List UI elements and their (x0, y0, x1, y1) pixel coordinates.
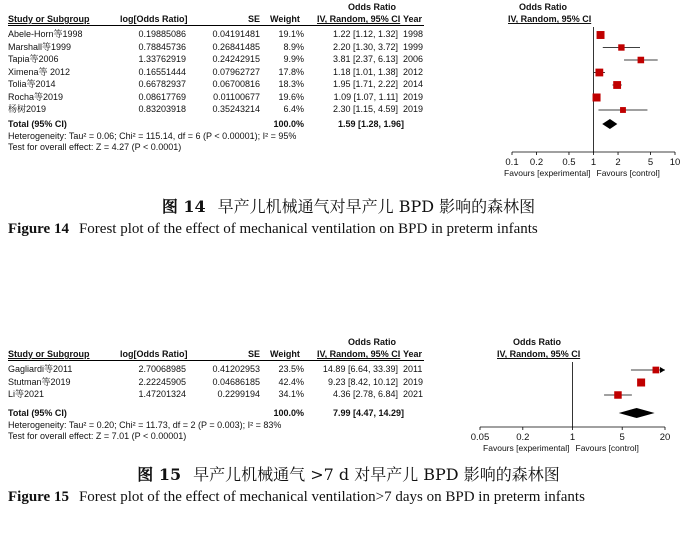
study-year: 2006 (403, 54, 424, 64)
study-square (620, 107, 626, 113)
study-se: 0.04686185 (212, 376, 260, 387)
study-weight: 17.8% (278, 66, 304, 77)
study-year: 2011 (403, 364, 423, 374)
study-weight: 19.6% (278, 91, 304, 102)
study-square (638, 57, 645, 64)
x-tick-label: 2 (615, 157, 621, 168)
study-ci: 14.89 [6.64, 33.39] (322, 364, 398, 374)
pooled-diamond (602, 119, 617, 129)
x-tick-label: 0.05 (470, 432, 490, 443)
study-se: 0.01100677 (213, 91, 260, 102)
col-weight: Weight (270, 14, 300, 24)
favours-control: Favours [control] (596, 168, 660, 178)
col-se: SE (247, 349, 260, 359)
plot-header-top: Odds Ratio (513, 337, 562, 347)
study-weight: 18.3% (278, 79, 304, 89)
caption-en-14: Figure 14 Forest plot of the effect of mechanical ventilation on BPD in preterm infants (8, 221, 538, 237)
study-se: 0.41202953 (212, 364, 260, 374)
plot-header-sub: IV, Random, 95% CI (497, 349, 581, 359)
caption-en-15: Figure 15 Forest plot of the effect of mechanical ventilation>7 days on BPD in preterm infants (8, 489, 585, 505)
study-square (614, 391, 621, 398)
x-tick-label: 10 (669, 157, 681, 168)
study-ci: 9.23 [8.42, 10.12] (327, 376, 398, 387)
col-or-ci: IV, Random, 95% CI (317, 14, 401, 24)
study-name: Tapia等2006 (8, 54, 59, 64)
study-ci: 1.95 [1.71, 2.22] (332, 79, 398, 89)
study-logor: 1.33762919 (138, 54, 186, 64)
study-logor: 0.16551444 (138, 66, 186, 77)
overall-effect-text: Test for overall effect: Z = 7.01 (P < 0.00001) (8, 431, 187, 441)
study-square (595, 69, 603, 77)
overall-effect-text: Test for overall effect: Z = 4.27 (P < 0.0001) (8, 142, 182, 152)
pooled-diamond (619, 408, 655, 418)
x-tick-label: 1 (590, 157, 597, 168)
col-logor: log[Odds Ratio] (120, 14, 188, 24)
total-label: Total (95% CI) (8, 408, 67, 418)
study-square (618, 44, 624, 50)
study-se: 0.24242915 (212, 54, 260, 64)
or-header-top: Odds Ratio (348, 2, 397, 12)
study-se: 0.07962727 (212, 66, 260, 77)
study-name: 杨树2019 (8, 104, 47, 114)
study-name: Stutman等2019 (8, 376, 71, 387)
study-se: 0.35243214 (212, 104, 260, 114)
plot-header-top: Odds Ratio (519, 2, 568, 12)
study-ci: 1.09 [1.07, 1.11] (333, 91, 398, 102)
study-se: 0.06700816 (212, 79, 260, 89)
total-ci: 1.59 [1.28, 1.96] (338, 119, 405, 129)
study-name: Gagliardi等2011 (8, 364, 73, 374)
favours-control: Favours [control] (575, 443, 639, 453)
heterogeneity-text: Heterogeneity: Tau² = 0.06; Chi² = 115.14, df = 6 (P < 0.00001); I² = 95% (8, 131, 297, 141)
x-tick-label: 0.5 (562, 157, 576, 168)
total-weight: 100.0% (273, 408, 304, 418)
study-weight: 8.9% (283, 41, 304, 52)
x-tick-label: 5 (647, 157, 654, 168)
study-logor: 0.83203918 (138, 104, 186, 114)
study-se: 0.2299194 (217, 389, 260, 399)
study-ci: 4.36 [2.78, 6.84] (332, 389, 398, 399)
col-year: Year (403, 14, 423, 24)
study-ci: 2.20 [1.30, 3.72] (332, 41, 398, 52)
study-logor: 0.19885086 (138, 29, 186, 39)
forest-plot-15 (0, 335, 697, 460)
study-year: 2019 (403, 376, 424, 387)
caption-cn-15: 图 15 早产儿机械通气 >7 d 对早产儿 BPD 影响的森林图 (137, 465, 560, 484)
total-ci: 7.99 [4.47, 14.29] (333, 408, 405, 418)
study-weight: 9.9% (283, 54, 304, 64)
study-name: Ximena等 2012 (8, 66, 71, 77)
study-name: Marshall等1999 (8, 41, 72, 52)
study-weight: 6.4% (283, 104, 304, 114)
study-ci: 3.81 [2.37, 6.13] (332, 54, 398, 64)
total-label: Total (95% CI) (8, 119, 67, 129)
x-tick-label: 0.1 (505, 157, 519, 168)
study-logor: 2.22245905 (138, 376, 186, 387)
study-square (653, 367, 660, 374)
study-ci: 1.18 [1.01, 1.38] (332, 66, 398, 77)
x-tick-label: 0.2 (529, 157, 544, 168)
study-square (613, 81, 621, 89)
plot-header-sub: IV, Random, 95% CI (508, 14, 592, 24)
study-name: Tolia等2014 (8, 79, 56, 89)
col-weight: Weight (270, 349, 300, 359)
study-se: 0.04191481 (212, 29, 260, 39)
forest-plot-area (0, 0, 697, 190)
study-year: 2014 (403, 79, 424, 89)
favours-experimental: Favours [experimental] (483, 443, 570, 453)
study-logor: 1.47201324 (138, 389, 186, 399)
study-year: 2012 (403, 66, 424, 77)
study-year: 1999 (403, 41, 424, 52)
study-logor: 2.70068985 (138, 364, 186, 374)
col-se: SE (247, 14, 260, 24)
heterogeneity-text: Heterogeneity: Tau² = 0.20; Chi² = 11.73, df = 2 (P = 0.003); I² = 83% (8, 420, 282, 430)
x-tick-label: 1 (569, 432, 576, 443)
x-tick-label: 0.2 (516, 432, 530, 443)
favours-experimental: Favours [experimental] (504, 168, 591, 178)
study-year: 2019 (403, 91, 424, 102)
study-name: Rocha等2019 (8, 91, 64, 102)
study-name: Li等2021 (8, 389, 45, 399)
study-year: 2019 (403, 104, 424, 114)
total-weight: 100.0% (273, 119, 304, 129)
study-weight: 34.1% (278, 389, 304, 399)
forest-plot-area (0, 335, 697, 460)
col-study: Study or Subgroup (8, 349, 90, 359)
caption-cn-14: 图 14 早产儿机械通气对早产儿 BPD 影响的森林图 (161, 197, 536, 216)
x-tick-label: 5 (619, 432, 625, 443)
study-square (637, 379, 645, 387)
or-header-top: Odds Ratio (348, 337, 397, 347)
study-weight: 42.4% (278, 376, 304, 387)
study-logor: 0.66782937 (138, 79, 186, 89)
study-year: 1998 (403, 29, 424, 39)
study-square (593, 94, 601, 102)
study-logor: 0.08617769 (138, 91, 186, 102)
study-ci: 2.30 [1.15, 4.59] (332, 104, 398, 114)
study-name: Abele-Horn等1998 (8, 29, 83, 39)
study-ci: 1.22 [1.12, 1.32] (332, 29, 398, 39)
study-square (597, 31, 605, 39)
study-weight: 19.1% (278, 29, 304, 39)
forest-plot-14 (0, 0, 697, 190)
study-weight: 23.5% (278, 364, 304, 374)
study-year: 2021 (403, 389, 424, 399)
col-year: Year (403, 349, 423, 359)
study-se: 0.26841485 (212, 41, 260, 52)
col-logor: log[Odds Ratio] (120, 349, 188, 359)
col-or-ci: IV, Random, 95% CI (317, 349, 401, 359)
study-logor: 0.78845736 (138, 41, 186, 52)
ci-arrow (660, 367, 665, 373)
col-study: Study or Subgroup (8, 14, 90, 24)
x-tick-label: 20 (659, 432, 671, 443)
